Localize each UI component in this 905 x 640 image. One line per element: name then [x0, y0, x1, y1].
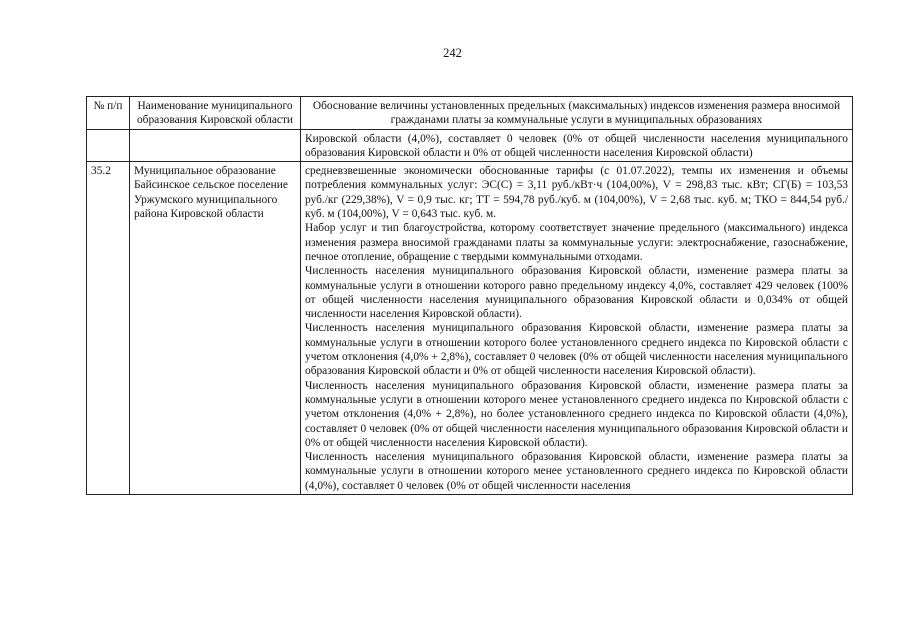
justification-cell — [301, 162, 853, 495]
continuation-number — [87, 129, 130, 162]
page-number: 242 — [443, 46, 462, 60]
row-number: 35.2 — [87, 162, 130, 495]
header-municipality-name: Наименование муниципального образования Кировской области — [130, 97, 301, 130]
population-above-index-paragraph: Численность населения муниципального образования Кировской области, изменение размера платы за коммунальные услуги в отношении которого более установленного среднего индекса по Кировской области с учетом отклонения (4,0% + 2,8%), составляет 0 человек (0% от общей численности населения муниципального образования Кировской области и 0% от общей численности населения Кировской области). — [305, 322, 848, 378]
header-number: № п/п — [87, 97, 130, 130]
tariff-index-table — [86, 96, 853, 495]
population-equal-index-paragraph: Численность населения муниципального образования Кировской области, изменение размера платы за коммунальные услуги в отношении которого равно предельному индексу 4,0%, составляет 429 человек (100% от общей численности населения муниципального образования Кировской области и 0,034% от общей численности населения Кировской области). — [305, 265, 848, 321]
table-row-continuation — [87, 129, 853, 162]
continuation-name — [130, 129, 301, 162]
population-below-index-paragraph: Численность населения муниципального образования Кировской области, изменение размера платы за коммунальные услуги в отношении которого менее установленного среднего индекса по Кировской области (4,0%), составляет 0 человек (0% от общей численности населения — [305, 451, 848, 492]
table-row-35-2 — [87, 162, 853, 495]
header-justification: Обоснование величины установленных предельных (максимальных) индексов изменения размера вносимой гражданами платы за коммунальные услуги в муниципальных образованиях — [301, 97, 853, 130]
table-header-row — [87, 97, 853, 130]
population-between-index-paragraph: Численность населения муниципального образования Кировской области, изменение размера платы за коммунальные услуги в отношении которого менее установленного среднего индекса по Кировской области с учетом отклонения (4,0% + 2,8%), но более установленного среднего индекса по Кировской области (4,0%), составляет 0 человек (0% от общей численности населения муниципального образования Кировской области и 0% от общей численности населения Кировской области). — [305, 379, 848, 449]
continuation-text: Кировской области (4,0%), составляет 0 человек (0% от общей численности населения муниципального образования Кировской области и 0% от общей численности населения Кировской области) — [301, 129, 853, 162]
tariffs-paragraph: средневзвешенные экономически обоснованные тарифы (с 01.07.2022), темпы их изменения и объемы потребления коммунальных услуг: ЭС(С) = 3,11 руб./кВт·ч (104,00%), V = 298,83 тыс. кВт; СГ(Б) = 103,53 руб./кг (229,38%), V = 0,9 тыс. кг; ТТ = 594,78 руб./куб. м (104,00%), V = 2,68 тыс. куб. м; ТКО = 844,54 руб./куб. м (104,00%), V = 0,643 тыс. куб. м. — [305, 165, 848, 221]
services-set-paragraph: Набор услуг и тип благоустройства, которому соответствует значение предельного (максимального) индекса изменения размера вносимой гражданами платы за коммунальные услуги: электроснабжение, газоснабжение, печное отопление, обращение с твердыми коммунальными отходами. — [305, 222, 848, 263]
municipality-name: Муниципальное образование Байсинское сельское поселение Уржумского муниципального района Кировской области — [130, 162, 301, 495]
